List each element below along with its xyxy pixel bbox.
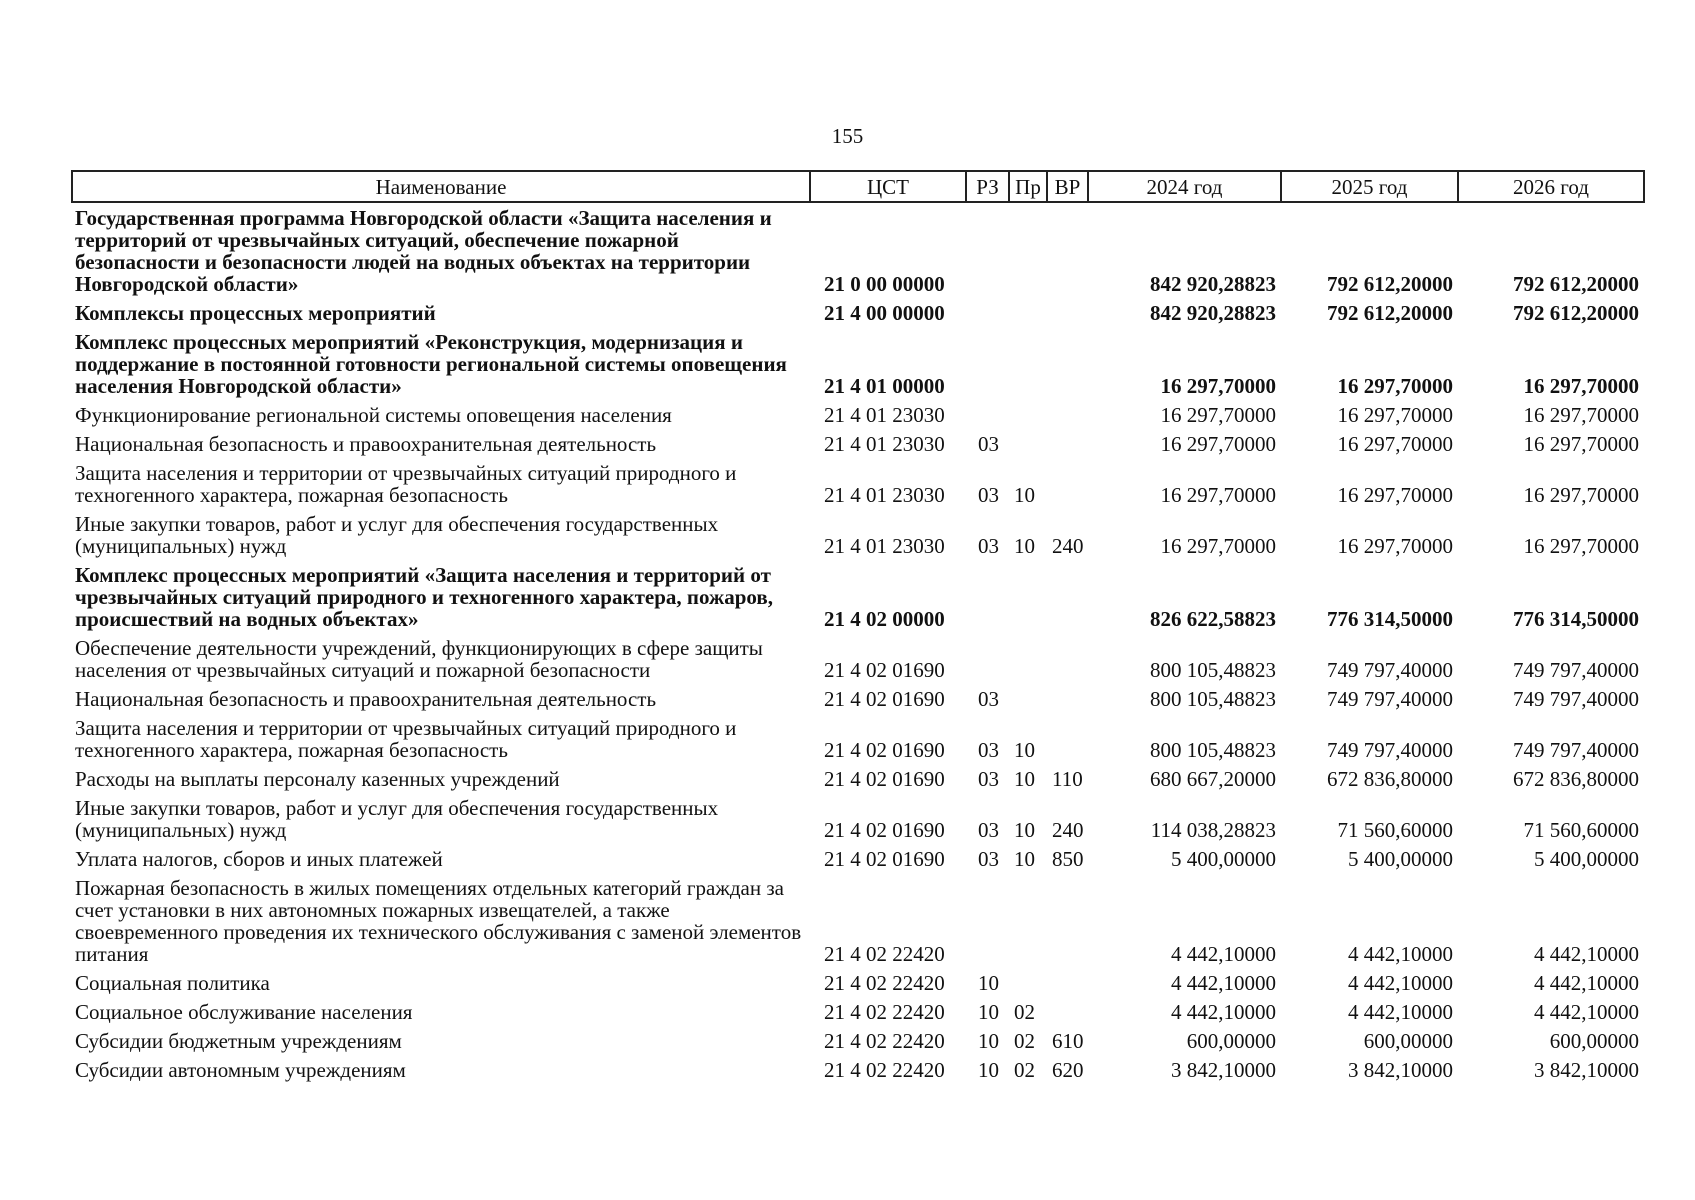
cell-pr: 02 [1014, 1058, 1035, 1082]
table-row [72, 844, 1644, 873]
cell-2025: 16 297,70000 [1337, 374, 1453, 398]
cell-vr [1047, 298, 1088, 327]
table-row [72, 1055, 1644, 1084]
cell-2025: 672 836,80000 [1327, 767, 1453, 791]
table-row [72, 509, 1644, 560]
cell-cst: 21 4 02 01690 [824, 658, 945, 682]
cell-cst: 21 4 01 23030 [824, 432, 945, 456]
header-cst: ЦСТ [810, 171, 966, 202]
cell-name: Комплексы процессных мероприятий [75, 301, 436, 325]
cell-vr [1047, 400, 1088, 429]
table-row [72, 633, 1644, 684]
cell-2026: 672 836,80000 [1513, 767, 1639, 791]
cell-2025: 3 842,10000 [1348, 1058, 1453, 1082]
cell-name: Субсидии бюджетным учреждениям [75, 1029, 402, 1053]
cell-2026: 4 442,10000 [1534, 942, 1639, 966]
cell-cst: 21 4 02 01690 [824, 818, 945, 842]
table-row [72, 298, 1644, 327]
cell-rz: 10 [978, 1000, 999, 1024]
cell-name: Государственная программа Новгородской области «Защита населения и территорий от чрезвычайных ситуаций, обеспечение пожарной безопасности и безопасности людей на водных объектах на территории Новгородской области» [75, 206, 772, 296]
cell-2024: 16 297,70000 [1160, 483, 1276, 507]
cell-2025: 792 612,20000 [1327, 301, 1453, 325]
cell-vr [1047, 968, 1088, 997]
cell-name: Комплекс процессных мероприятий «Защита населения и территорий от чрезвычайных ситуаций природного и техногенного характера, пожаров, происшествий на водных объектах» [75, 563, 773, 631]
cell-cst: 21 4 02 22420 [824, 971, 945, 995]
budget-table [71, 170, 1645, 1084]
cell-rz [966, 873, 1009, 968]
cell-cst: 21 4 02 22420 [824, 1000, 945, 1024]
header-name: Наименование [72, 171, 810, 202]
table-row [72, 873, 1644, 968]
cell-pr [1009, 400, 1047, 429]
cell-cst: 21 4 02 01690 [824, 687, 945, 711]
cell-2026: 792 612,20000 [1513, 301, 1639, 325]
cell-2026: 5 400,00000 [1534, 847, 1639, 871]
cell-2026: 749 797,40000 [1513, 687, 1639, 711]
cell-2025: 4 442,10000 [1348, 1000, 1453, 1024]
cell-name: Иные закупки товаров, работ и услуг для обеспечения государственных (муниципальных) нужд [75, 796, 719, 842]
cell-vr: 850 [1052, 847, 1084, 871]
cell-rz: 03 [978, 687, 999, 711]
cell-name: Расходы на выплаты персоналу казенных учреждений [75, 767, 560, 791]
cell-pr: 10 [1014, 738, 1035, 762]
cell-rz: 03 [978, 767, 999, 791]
cell-2024: 4 442,10000 [1171, 971, 1276, 995]
table-row [72, 560, 1644, 633]
cell-2025: 16 297,70000 [1337, 403, 1453, 427]
cell-rz: 03 [978, 483, 999, 507]
cell-vr: 620 [1052, 1058, 1084, 1082]
cell-vr [1047, 429, 1088, 458]
cell-pr: 10 [1014, 767, 1035, 791]
cell-2025: 749 797,40000 [1327, 658, 1453, 682]
cell-vr: 110 [1052, 767, 1083, 791]
table-row [72, 1026, 1644, 1055]
cell-cst: 21 4 02 22420 [824, 942, 945, 966]
cell-2024: 16 297,70000 [1160, 403, 1276, 427]
cell-pr: 02 [1014, 1000, 1035, 1024]
cell-rz: 03 [978, 534, 999, 558]
cell-2024: 16 297,70000 [1160, 374, 1276, 398]
cell-2024: 114 038,28823 [1150, 818, 1276, 842]
cell-cst: 21 4 01 00000 [824, 374, 945, 398]
cell-pr: 02 [1014, 1029, 1035, 1053]
table-row [72, 684, 1644, 713]
cell-name: Иные закупки товаров, работ и услуг для обеспечения государственных (муниципальных) нужд [75, 512, 719, 558]
header-2026: 2026 год [1458, 171, 1644, 202]
cell-rz: 03 [978, 738, 999, 762]
cell-vr [1047, 633, 1088, 684]
cell-2026: 16 297,70000 [1523, 432, 1639, 456]
header-pr: Пр [1009, 171, 1047, 202]
cell-name: Социальное обслуживание населения [75, 1000, 413, 1024]
cell-2025: 776 314,50000 [1327, 607, 1453, 631]
cell-2026: 71 560,60000 [1523, 818, 1639, 842]
cell-pr: 10 [1014, 534, 1035, 558]
cell-pr: 10 [1014, 483, 1035, 507]
cell-cst: 21 4 02 01690 [824, 738, 945, 762]
header-2025: 2025 год [1281, 171, 1458, 202]
header-rz: РЗ [966, 171, 1009, 202]
table-row [72, 997, 1644, 1026]
table-row [72, 764, 1644, 793]
cell-rz [966, 633, 1009, 684]
cell-2025: 16 297,70000 [1337, 534, 1453, 558]
cell-cst: 21 4 02 22420 [824, 1029, 945, 1053]
table-row [72, 327, 1644, 400]
cell-rz [966, 400, 1009, 429]
cell-pr [1009, 684, 1047, 713]
cell-vr [1047, 713, 1088, 764]
cell-name: Защита населения и территории от чрезвычайных ситуаций природного и техногенного характера, пожарная безопасность [75, 461, 737, 507]
cell-rz: 10 [978, 971, 999, 995]
table-row [72, 202, 1644, 298]
cell-2025: 71 560,60000 [1337, 818, 1453, 842]
cell-2026: 3 842,10000 [1534, 1058, 1639, 1082]
cell-vr [1047, 873, 1088, 968]
cell-2024: 680 667,20000 [1150, 767, 1276, 791]
page-number: 155 [831, 124, 864, 148]
cell-name: Комплекс процессных мероприятий «Реконструкция, модернизация и поддержание в постоянной готовности региональной системы оповещения населения Новгородской области» [75, 330, 787, 398]
cell-cst: 21 4 01 23030 [824, 483, 945, 507]
cell-2024: 800 105,48823 [1150, 658, 1276, 682]
cell-pr: 10 [1014, 847, 1035, 871]
cell-pr [1009, 968, 1047, 997]
cell-2025: 16 297,70000 [1337, 483, 1453, 507]
cell-vr [1047, 202, 1088, 298]
cell-rz: 10 [978, 1058, 999, 1082]
cell-vr [1047, 327, 1088, 400]
cell-vr [1047, 684, 1088, 713]
cell-name: Национальная безопасность и правоохранительная деятельность [75, 687, 657, 711]
cell-pr [1009, 633, 1047, 684]
cell-2024: 4 442,10000 [1171, 1000, 1276, 1024]
cell-2024: 842 920,28823 [1150, 272, 1276, 296]
cell-2026: 749 797,40000 [1513, 738, 1639, 762]
header-2024: 2024 год [1088, 171, 1281, 202]
cell-name: Защита населения и территории от чрезвычайных ситуаций природного и техногенного характера, пожарная безопасность [75, 716, 737, 762]
cell-name: Уплата налогов, сборов и иных платежей [75, 847, 443, 871]
cell-2024: 826 622,58823 [1150, 607, 1276, 631]
cell-2024: 16 297,70000 [1160, 432, 1276, 456]
cell-2026: 600,00000 [1549, 1029, 1639, 1053]
cell-2025: 749 797,40000 [1327, 687, 1453, 711]
cell-pr [1009, 327, 1047, 400]
cell-cst: 21 4 01 23030 [824, 534, 945, 558]
cell-2025: 16 297,70000 [1337, 432, 1453, 456]
table-row [72, 968, 1644, 997]
cell-2024: 800 105,48823 [1150, 687, 1276, 711]
cell-cst: 21 4 02 01690 [824, 847, 945, 871]
cell-cst: 21 4 02 01690 [824, 767, 945, 791]
cell-rz: 03 [978, 432, 999, 456]
cell-2024: 800 105,48823 [1150, 738, 1276, 762]
cell-2024: 16 297,70000 [1160, 534, 1276, 558]
cell-2026: 16 297,70000 [1523, 483, 1639, 507]
table-body [72, 202, 1644, 1084]
cell-name: Субсидии автономным учреждениям [75, 1058, 406, 1082]
cell-rz [966, 560, 1009, 633]
cell-pr: 10 [1014, 818, 1035, 842]
cell-name: Социальная политика [75, 971, 270, 995]
table-row [72, 400, 1644, 429]
cell-pr [1009, 560, 1047, 633]
cell-2026: 792 612,20000 [1513, 272, 1639, 296]
cell-2025: 4 442,10000 [1348, 942, 1453, 966]
cell-vr: 610 [1052, 1029, 1084, 1053]
cell-rz: 03 [978, 847, 999, 871]
cell-2024: 600,00000 [1186, 1029, 1276, 1053]
table-row [72, 429, 1644, 458]
cell-name: Функционирование региональной системы оповещения населения [75, 403, 672, 427]
table-row [72, 713, 1644, 764]
cell-2026: 749 797,40000 [1513, 658, 1639, 682]
cell-2025: 5 400,00000 [1348, 847, 1453, 871]
cell-pr [1009, 298, 1047, 327]
cell-rz [966, 298, 1009, 327]
cell-2026: 16 297,70000 [1523, 534, 1639, 558]
cell-rz: 03 [978, 818, 999, 842]
cell-2026: 16 297,70000 [1523, 374, 1639, 398]
cell-2025: 792 612,20000 [1327, 272, 1453, 296]
cell-2025: 4 442,10000 [1348, 971, 1453, 995]
cell-2024: 842 920,28823 [1150, 301, 1276, 325]
cell-vr: 240 [1052, 534, 1084, 558]
cell-vr [1047, 997, 1088, 1026]
cell-vr: 240 [1052, 818, 1084, 842]
cell-rz [966, 327, 1009, 400]
cell-2024: 3 842,10000 [1171, 1058, 1276, 1082]
cell-2024: 5 400,00000 [1171, 847, 1276, 871]
cell-pr [1009, 202, 1047, 298]
cell-name: Пожарная безопасность в жилых помещениях отдельных категорий граждан за счет установки в них автономных пожарных извещателей, а также своевременного проведения их технического обслуживания с заменой элементов питания [75, 876, 802, 966]
cell-2024: 4 442,10000 [1171, 942, 1276, 966]
table-header-row [72, 171, 1644, 202]
cell-2026: 16 297,70000 [1523, 403, 1639, 427]
cell-pr [1009, 429, 1047, 458]
cell-name: Обеспечение деятельности учреждений, функционирующих в сфере защиты населения от чрезвычайных ситуаций и пожарной безопасности [75, 636, 763, 682]
header-vr: ВР [1047, 171, 1088, 202]
cell-2026: 4 442,10000 [1534, 1000, 1639, 1024]
cell-rz [966, 202, 1009, 298]
cell-vr [1047, 458, 1088, 509]
cell-cst: 21 0 00 00000 [824, 272, 945, 296]
cell-2025: 749 797,40000 [1327, 738, 1453, 762]
cell-name: Национальная безопасность и правоохранительная деятельность [75, 432, 657, 456]
cell-2026: 776 314,50000 [1513, 607, 1639, 631]
cell-cst: 21 4 02 00000 [824, 607, 945, 631]
cell-2026: 4 442,10000 [1534, 971, 1639, 995]
cell-cst: 21 4 00 00000 [824, 301, 945, 325]
cell-cst: 21 4 01 23030 [824, 403, 945, 427]
cell-pr [1009, 873, 1047, 968]
cell-rz: 10 [978, 1029, 999, 1053]
cell-cst: 21 4 02 22420 [824, 1058, 945, 1082]
table-row [72, 458, 1644, 509]
cell-vr [1047, 560, 1088, 633]
table-row [72, 793, 1644, 844]
cell-2025: 600,00000 [1363, 1029, 1453, 1053]
